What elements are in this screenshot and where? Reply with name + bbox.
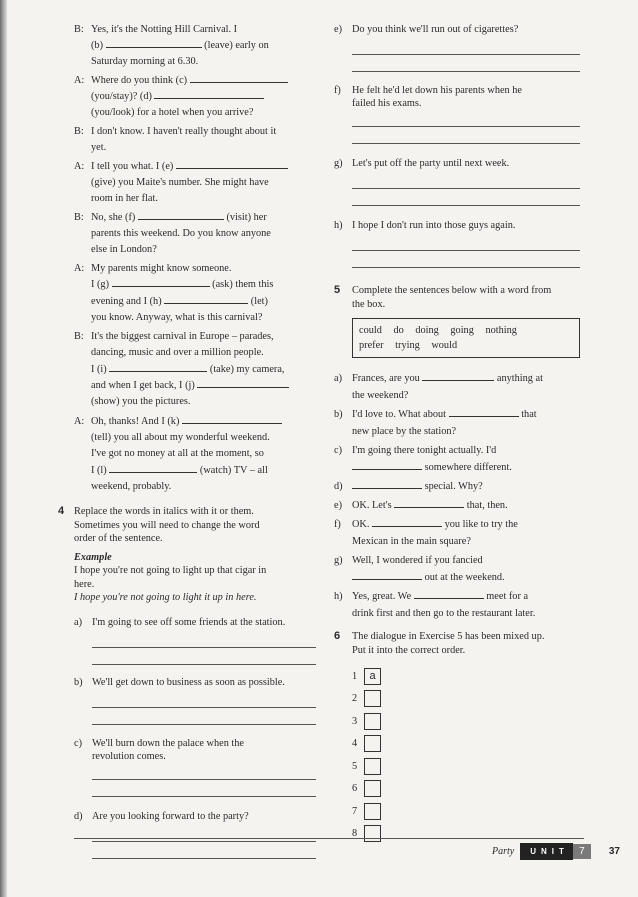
answer-blank-d[interactable] <box>154 90 264 99</box>
answer-blank-l[interactable] <box>109 464 197 473</box>
footer-unit-title: Party <box>491 846 515 857</box>
speaker-label: A: <box>74 161 85 172</box>
dialogue-text: (give) you Maite's number. She might have <box>91 177 269 188</box>
dialogue-line-a2 <box>74 159 316 207</box>
answer-line[interactable] <box>352 234 580 251</box>
dialogue-text: weekend, probably. <box>91 480 172 492</box>
dialogue-line-b4 <box>74 329 316 410</box>
answer-line[interactable] <box>92 825 316 842</box>
ex5-item-c <box>334 442 580 476</box>
item-text: new place by the station? <box>352 426 457 437</box>
answer-blank[interactable] <box>449 408 519 417</box>
instruction-text: the box. <box>352 298 386 310</box>
example-answer: I hope you're not going to light it up in here. <box>74 592 257 604</box>
answer-blank[interactable] <box>352 461 422 470</box>
footer-unit-label: UNIT <box>520 843 573 860</box>
exercise-6-header <box>334 630 580 657</box>
item-text: anything at <box>496 373 543 384</box>
word-option: doing <box>415 325 439 336</box>
speaker-label: B: <box>74 331 84 343</box>
dialogue-text: I (g) <box>91 279 110 291</box>
answer-blank[interactable] <box>394 499 464 508</box>
dialogue-text: (ask) them this <box>212 279 274 291</box>
answer-blank-c[interactable] <box>190 74 288 83</box>
order-number: 6 <box>352 783 358 795</box>
item-label: f) <box>334 85 341 96</box>
ex5-item-a <box>334 370 580 404</box>
instruction-text: The dialogue in Exercise 5 has been mixed up. <box>352 631 545 642</box>
item-label: d) <box>74 810 83 822</box>
item-text: We'll get down to business as soon as possible. <box>92 676 285 688</box>
answer-line[interactable] <box>92 708 316 725</box>
ex5-item-e <box>334 497 580 514</box>
left-column <box>58 22 316 859</box>
exercise-5-header <box>334 284 580 311</box>
item-text: Mexican in the main square? <box>352 536 471 547</box>
item-text: failed his exams. <box>352 98 422 109</box>
dialogue-text: No, she (f) <box>91 212 136 223</box>
blank-label: (b) <box>91 40 104 51</box>
item-label: b) <box>74 676 83 688</box>
word-box <box>352 318 580 358</box>
footer-rule <box>74 838 584 839</box>
item-text: I'm going there tonight actually. I'd <box>352 445 497 456</box>
dialogue-text: (tell) you all about my wonderful weekend. <box>91 431 270 443</box>
item-text: Yes, great. We <box>352 591 412 602</box>
dialogue-text: and when I get back, I (j) <box>91 380 195 392</box>
ex4-item-a <box>74 615 316 665</box>
item-text: drink first and then go to the restaurant later. <box>352 608 536 619</box>
instruction-text: Put it into the correct order. <box>352 644 466 656</box>
answer-line[interactable] <box>352 110 580 127</box>
word-option: going <box>450 325 474 336</box>
dialogue-text: (you/stay)? (d) <box>91 91 152 102</box>
item-text: OK. Let's <box>352 500 392 511</box>
ex4-item-d <box>74 809 316 859</box>
item-label: c) <box>334 445 342 456</box>
dialogue-line-b3 <box>74 210 316 258</box>
dialogue-text: you know. Anyway, what is this carnival? <box>91 311 263 323</box>
answer-blank-f[interactable] <box>138 211 224 220</box>
order-box[interactable] <box>364 735 381 752</box>
page-spine-shadow <box>0 0 7 897</box>
item-text: out at the weekend. <box>424 572 505 583</box>
right-column <box>334 22 580 845</box>
item-text: the weekend? <box>352 390 409 401</box>
answer-line[interactable] <box>92 691 316 708</box>
dialogue-text: parents this weekend. Do you know anyone <box>91 228 271 239</box>
item-text: that, then. <box>466 500 508 511</box>
item-text: you like to try the <box>444 519 518 530</box>
order-number: 2 <box>352 693 358 705</box>
order-row <box>352 733 580 756</box>
answer-blank-b[interactable] <box>106 39 202 48</box>
dialogue-text: (you/look) for a hotel when you arrive? <box>91 107 254 118</box>
item-label: c) <box>74 737 82 749</box>
order-number: 3 <box>352 715 358 727</box>
order-box[interactable] <box>364 825 381 842</box>
instruction-text: Sometimes you will need to change the word <box>74 519 260 531</box>
item-label: a) <box>74 616 82 628</box>
instruction-text: Replace the words in italics with it or them. <box>74 506 254 518</box>
ex5-item-f <box>334 516 580 550</box>
item-text: Do you think we'll run out of cigarettes? <box>352 24 519 35</box>
item-text: We'll burn down the palace when the <box>92 737 244 749</box>
word-option: prefer <box>359 340 384 351</box>
answer-line[interactable] <box>352 189 580 206</box>
dialogue-text: (take) my camera, <box>209 363 285 375</box>
item-label: f) <box>334 519 341 530</box>
answer-blank[interactable] <box>414 590 484 599</box>
answer-line[interactable] <box>92 648 316 665</box>
dialogue-text: I've got no money at all at the moment, so <box>91 448 264 460</box>
answer-blank-e[interactable] <box>176 160 288 169</box>
dialogue-text: yet. <box>91 142 107 153</box>
item-label: h) <box>334 591 343 602</box>
order-number: 1 <box>352 670 358 682</box>
answer-line[interactable] <box>352 38 580 55</box>
dialogue-text: room in her flat. <box>91 193 158 204</box>
dialogue-text: (let) <box>250 295 268 307</box>
answer-line[interactable] <box>92 763 316 780</box>
word-option: could <box>359 325 382 336</box>
exercise-number: 6 <box>334 630 341 642</box>
order-box[interactable] <box>364 780 381 797</box>
order-row <box>352 710 580 733</box>
item-label: g) <box>334 555 343 566</box>
example-label: Example <box>74 551 112 563</box>
order-number: 4 <box>352 738 358 750</box>
speaker-label: B: <box>74 24 84 35</box>
example-text: here. <box>74 578 95 590</box>
answer-blank-h[interactable] <box>164 295 248 304</box>
word-option: nothing <box>485 325 517 336</box>
word-option: would <box>431 340 458 351</box>
dialogue-text: Saturday morning at 6.30. <box>91 56 199 67</box>
page-number: 37 <box>608 846 620 857</box>
order-box[interactable] <box>364 803 381 820</box>
answer-line[interactable] <box>352 251 580 268</box>
dialogue-text: evening and I (h) <box>91 295 162 307</box>
dialogue-text: (visit) her <box>226 212 267 223</box>
item-label: b) <box>334 409 343 420</box>
order-box[interactable] <box>364 758 381 775</box>
order-row <box>352 665 580 688</box>
word-option: trying <box>395 340 420 351</box>
answer-blank-g[interactable] <box>112 278 210 287</box>
dialogue-text: Yes, it's the Notting Hill Carnival. I <box>91 24 238 35</box>
item-text: Well, I wondered if you fancied <box>352 555 483 566</box>
answer-blank[interactable] <box>422 372 494 381</box>
ex4-item-g <box>334 156 580 206</box>
dialogue-text: else in London? <box>91 244 157 255</box>
ex4-item-f <box>334 84 580 144</box>
answer-line[interactable] <box>92 842 316 859</box>
ex4-item-h <box>334 218 580 268</box>
dialogue-text: dancing, music and over a million people. <box>91 347 264 359</box>
word-option: do <box>393 325 404 336</box>
ex4-item-e <box>334 22 580 72</box>
dialogue-line-a4 <box>74 414 316 495</box>
item-text: He felt he'd let down his parents when he <box>352 85 522 96</box>
speaker-label: A: <box>74 75 85 86</box>
instruction-text: order of the sentence. <box>74 533 163 545</box>
item-text: Frances, are you <box>352 373 420 384</box>
item-text: revolution comes. <box>92 750 166 762</box>
answer-line[interactable] <box>92 780 316 797</box>
answer-blank[interactable] <box>352 571 422 580</box>
item-text: Let's put off the party until next week. <box>352 158 510 169</box>
item-text: Are you looking forward to the party? <box>92 810 249 822</box>
order-boxes <box>334 665 580 845</box>
dialogue-line-a3 <box>74 261 316 326</box>
dialogue-text: My parents might know someone. <box>91 263 232 274</box>
order-number: 5 <box>352 760 358 772</box>
page-footer <box>492 843 620 860</box>
item-label: g) <box>334 158 343 169</box>
speaker-label: B: <box>74 212 84 223</box>
item-label: h) <box>334 220 343 231</box>
ex5-item-b <box>334 406 580 440</box>
exercise-4-header <box>58 505 316 605</box>
answer-blank[interactable] <box>352 480 422 489</box>
dialogue-text: Oh, thanks! And I (k) <box>91 415 180 427</box>
footer-unit-number: 7 <box>573 844 591 859</box>
item-label: d) <box>334 481 343 492</box>
item-label: a) <box>334 373 342 384</box>
dialogue-text: I tell you what. I (e) <box>91 161 174 172</box>
instruction-text: Complete the sentences below with a word from <box>352 285 552 296</box>
answer-blank-i[interactable] <box>109 363 207 372</box>
item-text: special. Why? <box>424 481 483 492</box>
order-box[interactable] <box>364 713 381 730</box>
order-number: 8 <box>352 828 358 840</box>
dialogue-line-b1 <box>74 22 316 70</box>
exercise-number: 5 <box>334 284 341 296</box>
ex4-item-b <box>74 675 316 725</box>
answer-blank-j[interactable] <box>197 379 289 388</box>
item-text: I hope I don't run into those guys again. <box>352 220 516 231</box>
item-label: e) <box>334 24 342 35</box>
order-row <box>352 823 580 846</box>
item-text: somewhere different. <box>424 462 512 473</box>
dialogue-text: I don't know. I haven't really thought about it <box>91 126 277 137</box>
dialogue-text: (watch) TV – all <box>199 464 268 476</box>
order-row <box>352 755 580 778</box>
dialogue-text: (leave) early on <box>204 40 269 51</box>
item-text: meet for a <box>486 591 529 602</box>
item-text: I'd love to. What about <box>352 409 447 420</box>
answer-line[interactable] <box>352 55 580 72</box>
dialogue-text: It's the biggest carnival in Europe – parades, <box>91 331 274 343</box>
answer-blank-k[interactable] <box>182 415 282 424</box>
order-row <box>352 688 580 711</box>
example-text: I hope you're not going to light up that cigar in <box>74 565 267 577</box>
order-row <box>352 800 580 823</box>
dialogue-text: Where do you think (c) <box>91 75 188 86</box>
item-text: OK. <box>352 519 370 530</box>
ex5-item-g <box>334 552 580 586</box>
answer-blank[interactable] <box>372 518 442 527</box>
order-box[interactable]: a <box>364 668 381 685</box>
answer-line[interactable] <box>92 631 316 648</box>
dialogue-text: (show) you the pictures. <box>91 396 191 408</box>
speaker-label: B: <box>74 126 84 137</box>
ex4-item-c <box>74 737 316 797</box>
item-text: that <box>521 409 537 420</box>
item-text: I'm going to see off some friends at the station. <box>92 616 286 628</box>
speaker-label: A: <box>74 263 85 274</box>
dialogue-line-b2 <box>74 124 316 156</box>
answer-line[interactable] <box>352 172 580 189</box>
ex5-item-h <box>334 588 580 622</box>
order-number: 7 <box>352 805 358 817</box>
answer-line[interactable] <box>352 127 580 144</box>
dialogue-line-a1 <box>74 73 316 121</box>
order-box[interactable] <box>364 690 381 707</box>
dialogue-text: I (i) <box>91 363 107 375</box>
dialogue-text: I (l) <box>91 464 107 476</box>
ex5-item-d <box>334 478 580 495</box>
exercise-number: 4 <box>58 505 65 518</box>
order-row <box>352 778 580 801</box>
item-label: e) <box>334 500 342 511</box>
speaker-label: A: <box>74 415 85 427</box>
